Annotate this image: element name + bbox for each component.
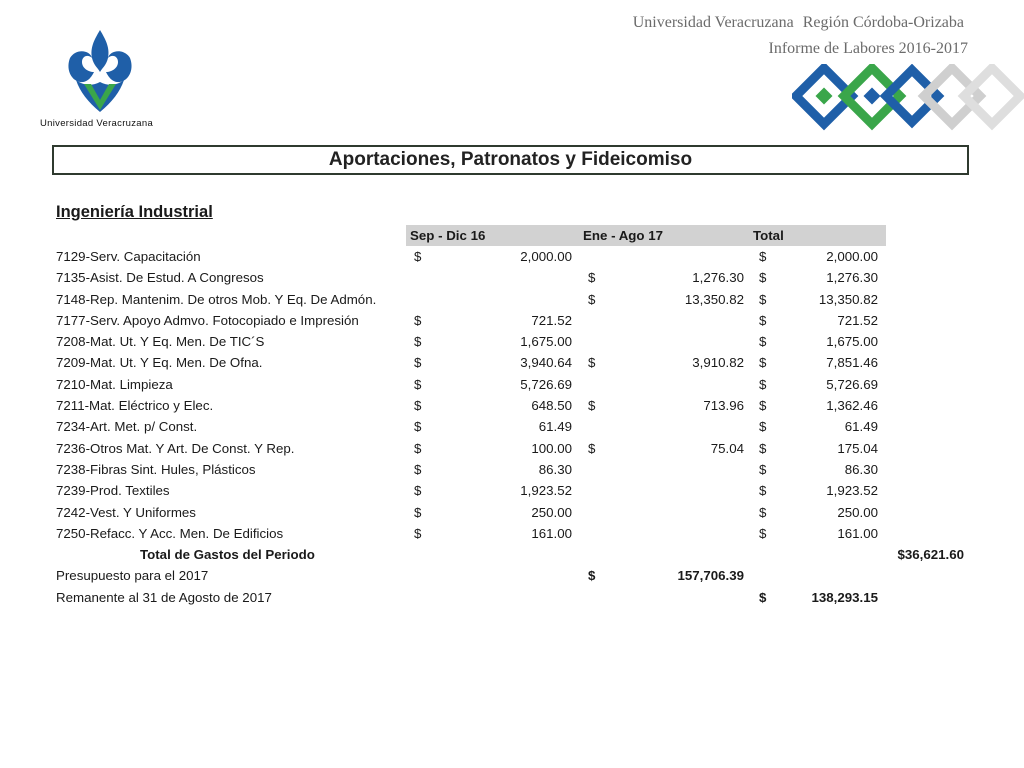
currency-symbol: $: [414, 312, 422, 328]
row-description: 7211-Mat. Eléctrico y Elec.: [56, 398, 214, 414]
total-value: 1,675.00: [826, 334, 878, 350]
currency-symbol: $: [414, 461, 422, 477]
sep-dic-value: 2,000.00: [520, 249, 572, 264]
currency-symbol: $: [414, 483, 422, 499]
sep-dic-value: 161.00: [531, 525, 572, 541]
currency-symbol: $: [759, 334, 767, 350]
currency-symbol: $: [759, 270, 767, 286]
logo-caption: Universidad Veracruzana: [40, 118, 154, 129]
total-value: 13,350.82: [818, 291, 878, 307]
ene-ago-value: 713.96: [703, 398, 744, 414]
table-row: [52, 246, 972, 267]
total-value: 1,276.30: [826, 270, 878, 286]
ene-ago-value: 3,910.82: [692, 355, 744, 371]
total-value: 7,851.46: [826, 355, 878, 371]
sep-dic-value: 3,940.64: [520, 355, 572, 371]
ene-ago-value: 1,276.30: [692, 270, 744, 286]
currency-symbol: $: [414, 440, 422, 456]
row-description: 7242-Vest. Y Uniformes: [56, 504, 196, 520]
currency-symbol: $: [414, 398, 422, 414]
grand-total-value: $36,621.60: [897, 547, 964, 563]
uv-flower-icon: [66, 28, 134, 116]
sep-dic-value: 1,923.52: [520, 483, 572, 499]
total-value: 250.00: [837, 504, 878, 520]
total-value: 86.30: [844, 461, 878, 477]
currency-symbol: $: [759, 291, 767, 307]
currency-symbol: $: [588, 568, 596, 584]
remaining-value: 138,293.15: [811, 589, 878, 605]
total-value: 2,000.00: [826, 249, 878, 264]
total-value: 1,362.46: [826, 398, 878, 414]
table-row: [52, 502, 972, 523]
row-description: 7250-Refacc. Y Acc. Men. De Edificios: [56, 525, 284, 541]
row-description: 7239-Prod. Textiles: [56, 483, 170, 499]
uv-logo: [40, 28, 162, 132]
total-value: 161.00: [837, 525, 878, 541]
header-institution: Universidad Veracruzana: [632, 14, 794, 31]
page-title: Aportaciones, Patronatos y Fideicomiso: [52, 145, 969, 175]
currency-symbol: $: [414, 376, 422, 392]
row-description: 7129-Serv. Capacitación: [56, 249, 201, 264]
decorative-diamond-graphic: [792, 64, 1024, 132]
expense-table: [52, 225, 972, 608]
table-row: [52, 523, 972, 544]
currency-symbol: $: [414, 355, 422, 371]
sep-dic-value: 1,675.00: [520, 334, 572, 350]
sep-dic-value: 100.00: [531, 440, 572, 456]
currency-symbol: $: [759, 504, 767, 520]
row-description: 7210-Mat. Limpieza: [56, 376, 173, 392]
currency-symbol: $: [414, 504, 422, 520]
budget-row: [52, 565, 972, 586]
currency-symbol: $: [759, 249, 767, 264]
currency-symbol: $: [759, 355, 767, 371]
table-row: [52, 352, 972, 373]
row-description: 7177-Serv. Apoyo Admvo. Fotocopiado e Impresión: [56, 312, 359, 328]
total-value: 1,923.52: [826, 483, 878, 499]
column-header-ene-ago: Ene - Ago 17: [583, 228, 664, 243]
column-header-total: Total: [753, 228, 784, 243]
currency-symbol: $: [759, 461, 767, 477]
remaining-row: [52, 587, 972, 608]
header-institution-region: [633, 14, 964, 32]
total-label: Total de Gastos del Periodo: [140, 547, 315, 563]
currency-symbol: $: [588, 355, 596, 371]
currency-symbol: $: [759, 376, 767, 392]
header-report: Informe de Labores 2016-2017: [768, 40, 968, 57]
table-row: [52, 310, 972, 331]
currency-symbol: $: [414, 419, 422, 435]
currency-symbol: $: [759, 312, 767, 328]
currency-symbol: $: [588, 440, 596, 456]
table-header-row: [52, 225, 972, 246]
row-description: 7148-Rep. Mantenim. De otros Mob. Y Eq. De Admón.: [56, 291, 377, 307]
row-description: 7236-Otros Mat. Y Art. De Const. Y Rep.: [56, 440, 295, 456]
sep-dic-value: 250.00: [531, 504, 572, 520]
sep-dic-value: 61.49: [538, 419, 572, 435]
table-row: [52, 395, 972, 416]
currency-symbol: $: [759, 398, 767, 414]
row-description: 7234-Art. Met. p/ Const.: [56, 419, 198, 435]
table-row: [52, 459, 972, 480]
currency-symbol: $: [759, 419, 767, 435]
row-description: 7238-Fibras Sint. Hules, Plásticos: [56, 461, 256, 477]
column-header-sep-dic: Sep - Dic 16: [410, 228, 486, 243]
table-row: [52, 267, 972, 288]
sep-dic-value: 86.30: [538, 461, 572, 477]
table-row: [52, 438, 972, 459]
section-title: Ingeniería Industrial: [56, 203, 213, 221]
row-description: 7208-Mat. Ut. Y Eq. Men. De TIC´S: [56, 334, 265, 350]
table-body: [52, 246, 972, 544]
sep-dic-value: 721.52: [531, 312, 572, 328]
currency-symbol: $: [414, 334, 422, 350]
table-row: [52, 416, 972, 437]
total-value: 721.52: [837, 312, 878, 328]
currency-symbol: $: [414, 525, 422, 541]
table-row: [52, 289, 972, 310]
header-region: Región Córdoba-Orizaba: [802, 14, 964, 31]
currency-symbol: $: [759, 525, 767, 541]
currency-symbol: $: [759, 589, 767, 605]
total-value: 175.04: [837, 440, 878, 456]
ene-ago-value: 75.04: [710, 440, 744, 456]
currency-symbol: $: [759, 483, 767, 499]
remaining-label: Remanente al 31 de Agosto de 2017: [56, 589, 272, 605]
table-row: [52, 374, 972, 395]
table-row: [52, 480, 972, 501]
budget-value: 157,706.39: [677, 568, 744, 584]
total-row: [52, 544, 972, 565]
table-row: [52, 331, 972, 352]
currency-symbol: $: [588, 270, 596, 286]
currency-symbol: $: [588, 291, 596, 307]
sep-dic-value: 648.50: [531, 398, 572, 414]
sep-dic-value: 5,726.69: [520, 376, 572, 392]
budget-label: Presupuesto para el 2017: [56, 568, 209, 584]
currency-symbol: $: [588, 398, 596, 414]
total-value: 5,726.69: [826, 376, 878, 392]
row-description: 7135-Asist. De Estud. A Congresos: [56, 270, 264, 286]
ene-ago-value: 13,350.82: [684, 291, 744, 307]
total-value: 61.49: [844, 419, 878, 435]
currency-symbol: $: [759, 440, 767, 456]
currency-symbol: $: [414, 249, 422, 264]
row-description: 7209-Mat. Ut. Y Eq. Men. De Ofna.: [56, 355, 263, 371]
